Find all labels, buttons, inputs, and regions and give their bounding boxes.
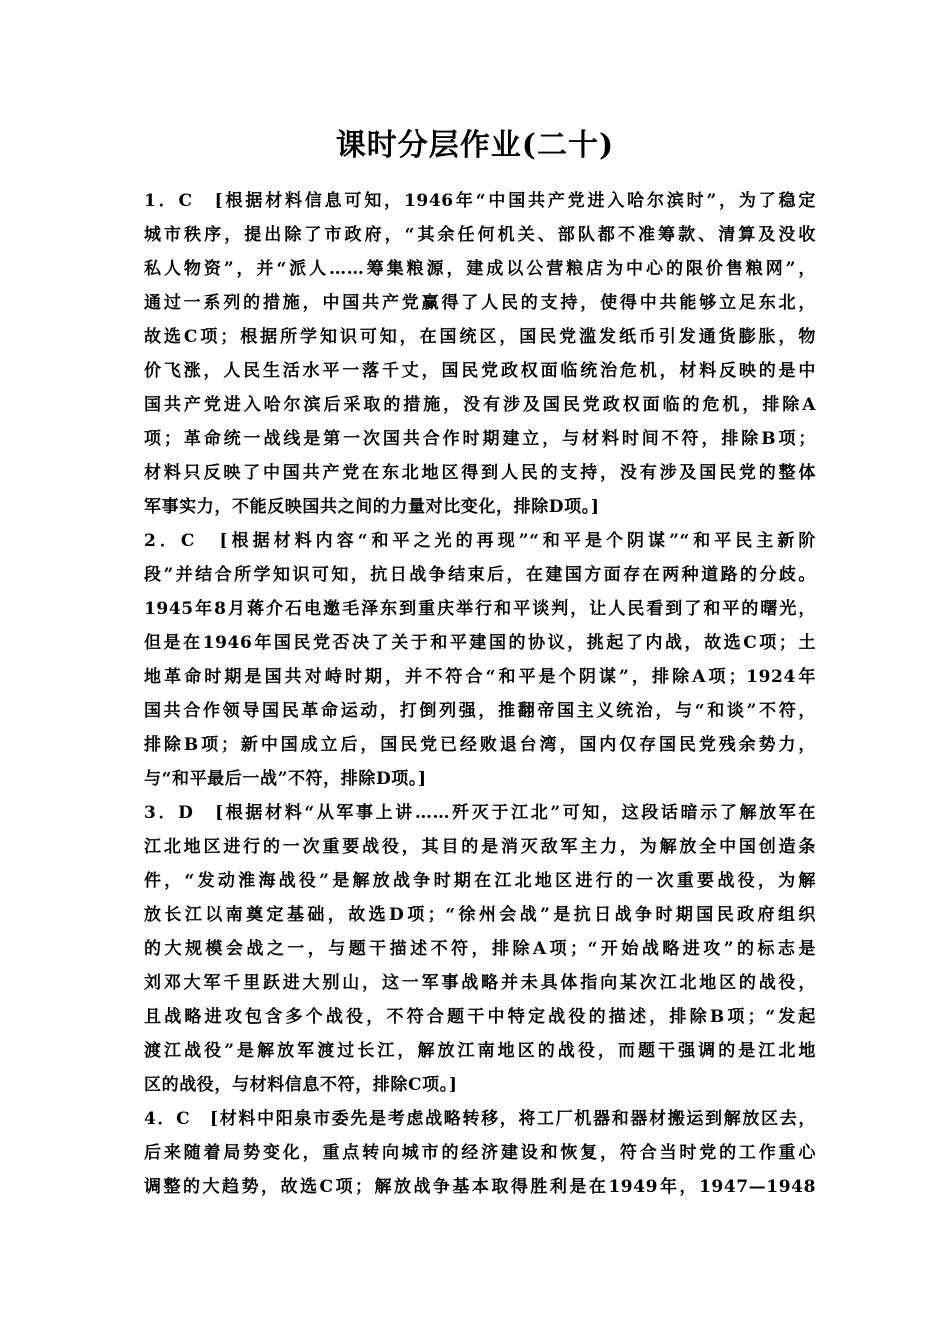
answer-line: 国共产党进入哈尔滨后采取的措施，没有涉及国民党政权面临的危机，排除A (144, 395, 816, 415)
answer-line: 后来随着局势变化，重点转向城市的经济建设和恢复，符合当时党的工作重心 (144, 1143, 816, 1163)
answer-item-2 (144, 524, 816, 796)
answer-line: 段”并结合所学知识可知，抗日战争结束后，在建国方面存在两种道路的分歧。 (144, 565, 816, 585)
answer-item-4 (144, 1102, 816, 1204)
answer-line: 与“和平最后一战”不符，排除D项。] (144, 769, 427, 789)
answer-item-3 (144, 796, 816, 1102)
answer-line: 3．D [根据材料“从军事上讲……歼灭于江北”可知，这段话暗示了解放军在 (144, 803, 816, 823)
answer-line: 项；革命统一战线是第一次国共合作时期建立，与材料时间不符，排除B项； (144, 429, 816, 449)
answer-line: 区的战役，与材料信息不符，排除C项。] (144, 1075, 458, 1095)
answer-line: 放长江以南奠定基础，故选D项；“徐州会战”是抗日战争时期国民政府组织 (144, 905, 816, 925)
answer-line: 军事实力，不能反映国共之间的力量对比变化，排除D项。] (144, 497, 600, 517)
answer-line: 故选C项；根据所学知识可知，在国统区，国民党滥发纸币引发通货膨胀，物 (144, 327, 816, 347)
answer-line: 1．C [根据材料信息可知，1946年“中国共产党进入哈尔滨时”，为了稳定 (144, 191, 816, 211)
answer-line: 4．C [材料中阳泉市委先是考虑战略转移，将工厂机器和器材搬运到解放区去， (144, 1109, 816, 1129)
answer-line: 排除B项；新中国成立后，国民党已经败退台湾，国内仅存国民党残余势力， (144, 735, 816, 755)
answer-line: 的大规模会战之一，与题干描述不符，排除A项；“开始战略进攻”的标志是 (144, 939, 816, 959)
answer-line: 渡江战役”是解放军渡过长江，解放江南地区的战役，而题干强调的是江北地 (144, 1041, 816, 1061)
answer-line: 刘邓大军千里跃进大别山，这一军事战略并未具体指向某次江北地区的战役， (144, 973, 816, 993)
answer-line: 且战略进攻包含多个战役，不符合题干中特定战役的描述，排除B项；“发起 (144, 1007, 816, 1027)
answer-list (144, 184, 816, 1204)
answer-line: 国共合作领导国民革命运动，打倒列强，推翻帝国主义统治，与“和谈”不符， (144, 701, 816, 721)
answer-line: 材料只反映了中国共产党在东北地区得到人民的支持，没有涉及国民党的整体 (144, 463, 816, 483)
answer-line: 私人物资”，并“派人……筹集粮源，建成以公营粮店为中心的限价售粮网”， (144, 259, 816, 279)
answer-line: 但是在1946年国民党否决了关于和平建国的协议，挑起了内战，故选C项；土 (144, 633, 816, 653)
answer-line: 2．C [根据材料内容“和平之光的再现”“和平是个阴谋”“和平民主新阶 (144, 531, 816, 551)
answer-line: 件，“发动淮海战役”是解放战争时期在江北地区进行的一次重要战役，为解 (144, 871, 816, 891)
answer-line: 通过一系列的措施，中国共产党赢得了人民的支持，使得中共能够立足东北， (144, 293, 816, 313)
answer-line: 地革命时期是国共对峙时期，并不符合“和平是个阴谋”，排除A项；1924年 (144, 667, 816, 687)
answer-line: 城市秩序，提出除了市政府，“其余任何机关、部队都不准筹款、清算及没收 (144, 225, 816, 245)
answer-line: 价飞涨，人民生活水平一落千丈，国民党政权面临统治危机，材料反映的是中 (144, 361, 816, 381)
answer-line: 调整的大趋势，故选C项；解放战争基本取得胜利是在1949年，1947—1948 (144, 1177, 816, 1197)
answer-item-1 (144, 184, 816, 524)
answer-line: 江北地区进行的一次重要战役，其目的是消灭敌军主力，为解放全中国创造条 (144, 837, 816, 857)
answer-line: 1945年8月蒋介石电邀毛泽东到重庆举行和平谈判，让人民看到了和平的曙光， (144, 599, 816, 619)
page-title: 课时分层作业(二十) (335, 128, 615, 163)
